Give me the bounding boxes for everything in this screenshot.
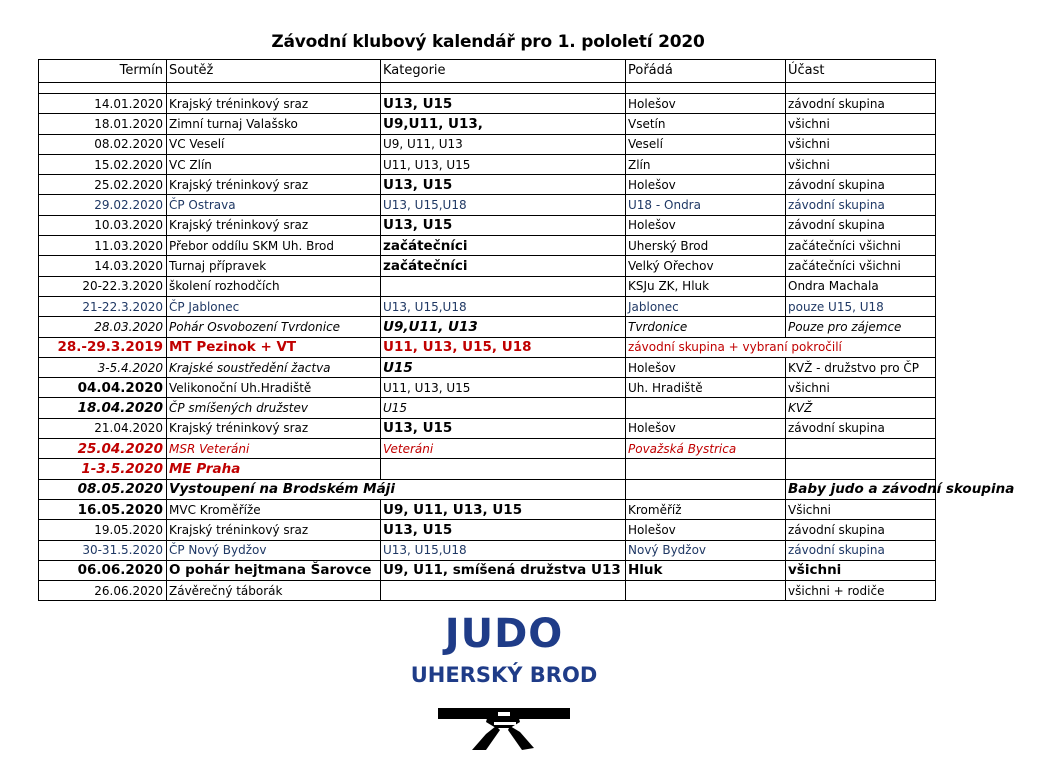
cell-category: U9, U11, smíšená družstva U13 (381, 560, 626, 580)
table-row (39, 378, 936, 398)
cell-category: U13, U15 (381, 175, 626, 195)
cell-event: Krajské soustředění žactva (167, 357, 381, 377)
cell-organizer: Veselí (626, 134, 786, 154)
cell-organizer: Holešov (626, 418, 786, 438)
cell-event: Pohár Osvobození Tvrdonice (167, 317, 381, 337)
cell-date: 19.05.2020 (39, 520, 167, 540)
cell-date: 06.06.2020 (39, 560, 167, 580)
cell-category: U9, U11, U13, U15 (381, 499, 626, 519)
cell-participation: Ondra Machala (786, 276, 936, 296)
cell-event: O pohár hejtmana Šarovce (167, 560, 381, 580)
cell-event: Krajský tréninkový sraz (167, 215, 381, 235)
cell-participation: všichni (786, 134, 936, 154)
cell-organizer: Holešov (626, 94, 786, 114)
cell-event: ČP smíšených družstev (167, 398, 381, 418)
cell-organizer: Velký Ořechov (626, 256, 786, 276)
cell-organizer: KSJu ZK, Hluk (626, 276, 786, 296)
logo-city-text: UHERSKÝ BROD (410, 663, 598, 687)
cell-event: Krajský tréninkový sraz (167, 418, 381, 438)
cell-event: ČP Nový Bydžov (167, 540, 381, 560)
cell-event: Krajský tréninkový sraz (167, 520, 381, 540)
cell-organizer (626, 479, 786, 499)
cell-event: MVC Kroměříže (167, 499, 381, 519)
cell-date: 1-3.5.2020 (39, 459, 167, 479)
cell-organizer (626, 581, 786, 601)
cell-category: U13, U15 (381, 94, 626, 114)
table-row (39, 520, 936, 540)
cell-event: Krajský tréninkový sraz (167, 94, 381, 114)
cell-event: MSR Veteráni (167, 439, 381, 459)
table-row (39, 459, 936, 479)
cell-date: 14.01.2020 (39, 94, 167, 114)
cell-event: ČP Jablonec (167, 296, 381, 316)
cell-date: 20-22.3.2020 (39, 276, 167, 296)
header-category: Kategorie (381, 60, 626, 83)
cell-date: 28.-29.3.2019 (39, 337, 167, 357)
table-row (39, 540, 936, 560)
cell-participation: začátečníci všichni (786, 256, 936, 276)
cell-organizer: Holešov (626, 357, 786, 377)
cell-category: U13, U15 (381, 418, 626, 438)
cell-event: Zimní turnaj Valašsko (167, 114, 381, 134)
cell-organizer: Hluk (626, 560, 786, 580)
cell-event: Turnaj přípravek (167, 256, 381, 276)
logo-judo-text: JUDO (444, 611, 564, 657)
cell-participation: závodní skupina (786, 195, 936, 215)
cell-date: 15.02.2020 (39, 154, 167, 174)
cell-date: 18.04.2020 (39, 398, 167, 418)
cell-organizer: závodní skupina + vybraní pokročilí (626, 337, 786, 357)
cell-category: začátečníci (381, 236, 626, 256)
cell-participation (786, 459, 936, 479)
cell-participation: všichni (786, 154, 936, 174)
cell-event: Přebor oddílu SKM Uh. Brod (167, 236, 381, 256)
cell-category: U15 (381, 398, 626, 418)
cell-category: U15 (381, 357, 626, 377)
cell-category: U13, U15,U18 (381, 195, 626, 215)
cell-date: 25.04.2020 (39, 439, 167, 459)
table-row (39, 418, 936, 438)
cell-category: U13, U15,U18 (381, 540, 626, 560)
cell-date: 18.01.2020 (39, 114, 167, 134)
cell-category: U13, U15 (381, 520, 626, 540)
header-organizer: Pořádá (626, 60, 786, 83)
cell-date: 08.02.2020 (39, 134, 167, 154)
table-row (39, 296, 936, 316)
table-row (39, 581, 936, 601)
cell-event: Velikonoční Uh.Hradiště (167, 378, 381, 398)
cell-date: 11.03.2020 (39, 236, 167, 256)
cell-participation: závodní skupina (786, 418, 936, 438)
cell-date: 25.02.2020 (39, 175, 167, 195)
cell-date: 16.05.2020 (39, 499, 167, 519)
cell-event: ME Praha (167, 459, 381, 479)
cell-category: U9,U11, U13, (381, 114, 626, 134)
cell-date: 21-22.3.2020 (39, 296, 167, 316)
cell-participation: Všichni (786, 499, 936, 519)
cell-participation: závodní skupina (786, 520, 936, 540)
cell-organizer (626, 459, 786, 479)
cell-participation: Baby judo a závodní skoupina (786, 479, 936, 499)
cell-organizer: Jablonec (626, 296, 786, 316)
cell-category: U13, U15 (381, 215, 626, 235)
cell-event: VC Veselí (167, 134, 381, 154)
table-row (39, 357, 936, 377)
cell-date: 29.02.2020 (39, 195, 167, 215)
cell-category: U11, U13, U15 (381, 154, 626, 174)
table-row (39, 215, 936, 235)
cell-category: U11, U13, U15 (381, 378, 626, 398)
cell-organizer: Holešov (626, 520, 786, 540)
cell-category (381, 459, 626, 479)
cell-category (381, 581, 626, 601)
calendar-table (38, 59, 1015, 601)
table-row (39, 175, 936, 195)
table-row (39, 337, 936, 357)
cell-organizer: Uherský Brod (626, 236, 786, 256)
table-row (39, 439, 936, 459)
cell-category (381, 276, 626, 296)
table-row (39, 398, 936, 418)
cell-date: 08.05.2020 (39, 479, 167, 499)
cell-participation (786, 439, 936, 459)
page-title: Závodní klubový kalendář pro 1. pololetí 2020 (271, 32, 705, 52)
table-row (39, 256, 936, 276)
cell-organizer: Holešov (626, 175, 786, 195)
cell-date: 30-31.5.2020 (39, 540, 167, 560)
cell-participation: KVŽ - družstvo pro ČP (786, 357, 936, 377)
club-logo (388, 612, 620, 688)
cell-date: 04.04.2020 (39, 378, 167, 398)
cell-category: U13, U15,U18 (381, 296, 626, 316)
cell-participation: všichni (786, 378, 936, 398)
cell-participation: všichni + rodiče (786, 581, 936, 601)
cell-organizer: Vsetín (626, 114, 786, 134)
cell-participation: závodní skupina (786, 540, 936, 560)
cell-category: začátečníci (381, 256, 626, 276)
table-header-row (39, 60, 936, 83)
cell-organizer: Nový Bydžov (626, 540, 786, 560)
table-row (39, 276, 936, 296)
cell-event: školení rozhodčích (167, 276, 381, 296)
table-row (39, 499, 936, 519)
table-row (39, 317, 936, 337)
blank-row (39, 83, 936, 94)
cell-event: Závěrečný táborák (167, 581, 381, 601)
cell-participation: pouze U15, U18 (786, 296, 936, 316)
cell-date: 14.03.2020 (39, 256, 167, 276)
cell-event: Vystoupení na Brodském Máji (167, 479, 381, 499)
cell-organizer: Tvrdonice (626, 317, 786, 337)
table-row (39, 94, 936, 114)
cell-date: 10.03.2020 (39, 215, 167, 235)
cell-organizer: U18 - Ondra (626, 195, 786, 215)
cell-organizer: Uh. Hradiště (626, 378, 786, 398)
cell-event: VC Zlín (167, 154, 381, 174)
cell-organizer: Považská Bystrica (626, 439, 786, 459)
cell-participation: Pouze pro zájemce (786, 317, 936, 337)
table-row (39, 195, 936, 215)
header-participation: Účast (786, 60, 936, 83)
cell-participation: závodní skupina (786, 175, 936, 195)
cell-participation: všichni (786, 114, 936, 134)
cell-participation: začátečníci všichni (786, 236, 936, 256)
cell-participation: KVŽ (786, 398, 936, 418)
table-row (39, 134, 936, 154)
cell-category (381, 479, 626, 499)
cell-date: 26.06.2020 (39, 581, 167, 601)
black-belt-icon (438, 702, 570, 752)
cell-organizer: Holešov (626, 215, 786, 235)
cell-category: U11, U13, U15, U18 (381, 337, 626, 357)
cell-date: 3-5.4.2020 (39, 357, 167, 377)
table-row (39, 560, 936, 580)
cell-date: 28.03.2020 (39, 317, 167, 337)
cell-participation: závodní skupina (786, 215, 936, 235)
cell-date: 21.04.2020 (39, 418, 167, 438)
cell-category: Veteráni (381, 439, 626, 459)
cell-category: U9,U11, U13 (381, 317, 626, 337)
cell-participation: všichni (786, 560, 936, 580)
cell-event: MT Pezinok + VT (167, 337, 381, 357)
cell-organizer (626, 398, 786, 418)
cell-category: U9, U11, U13 (381, 134, 626, 154)
table-row (39, 154, 936, 174)
table-row (39, 479, 936, 499)
table-row (39, 236, 936, 256)
header-event: Soutěž (167, 60, 381, 83)
cell-participation: závodní skupina (786, 94, 936, 114)
header-date: Termín (39, 60, 167, 83)
cell-organizer: Zlín (626, 154, 786, 174)
cell-event: Krajský tréninkový sraz (167, 175, 381, 195)
table-row (39, 114, 936, 134)
cell-organizer: Kroměříž (626, 499, 786, 519)
cell-event: ČP Ostrava (167, 195, 381, 215)
